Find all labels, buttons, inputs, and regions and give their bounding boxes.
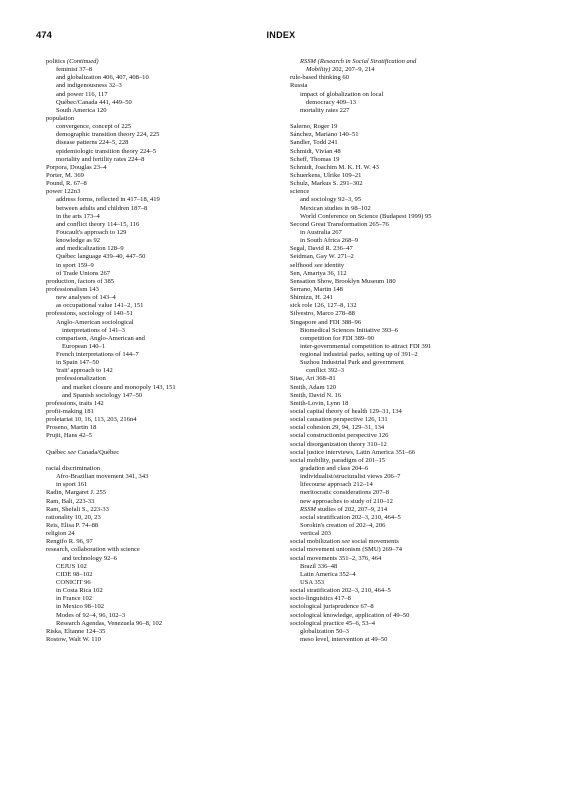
- index-subentry: Research Agendas, Venezuela 96–8, 102: [56, 619, 163, 627]
- index-entry: racial discrimination: [46, 465, 100, 473]
- index-subentry: Suzhou Industrial Park and government: [300, 359, 405, 367]
- index-entry: social movements 351–2, 376, 464: [290, 554, 382, 562]
- index-entry: Segal, David R. 236–47: [290, 245, 353, 253]
- index-entry: professions, sociology of 140–51: [46, 310, 133, 318]
- index-entry: sociological knowledge, application of 49–50: [290, 611, 410, 619]
- index-entry: Québec see Canada/Québec: [46, 448, 120, 456]
- index-entry: selfhood see identity: [290, 261, 345, 269]
- index-subentry: in Costa Rica 102: [56, 587, 103, 595]
- index-entry: Smith, Adam 120: [290, 383, 337, 391]
- index-entry: Schmidt, Vivian 48: [290, 147, 341, 155]
- index-subentry: meritocratic considerations 207–8: [300, 489, 390, 497]
- index-subentry: individualist/structuralist views 206–7: [300, 473, 401, 481]
- index-entry: professions, traits 142: [46, 399, 104, 407]
- index-subentry: Latin America 352–4: [300, 570, 356, 578]
- index-subentry: meso level, intervention at 49–50: [300, 635, 388, 643]
- index-entry: Smith, David N. 16: [290, 391, 342, 399]
- index-entry: Sánchez, Mariano 140–51: [290, 131, 359, 139]
- index-entry: population: [46, 114, 75, 122]
- index-subentry: in Australia 267: [300, 228, 342, 236]
- index-subentry: as occupational value 141–2, 151: [56, 302, 144, 310]
- index-subentry: and globalization 406, 407, 408–10: [56, 74, 149, 82]
- index-entry: professionalism 143: [46, 285, 99, 293]
- index-subentry: professionalization: [56, 375, 106, 383]
- index-column-left: [46, 58, 271, 644]
- index-entry: religion 24: [46, 530, 75, 538]
- index-entry: production, factors of 385: [46, 277, 114, 285]
- index-entry: social causation perspective 126, 131: [290, 416, 388, 424]
- index-entry: Riska, Elianne 124–35: [46, 627, 106, 635]
- index-entry: Sensation Show, Brooklyn Museum 180: [290, 277, 396, 285]
- index-entry: sick role 126, 127–8, 132: [290, 302, 357, 310]
- index-entry: profit-making 181: [46, 408, 94, 416]
- index-entry: Ram, Bali, 223-33: [46, 497, 95, 505]
- index-subentry: mortality rates 227: [300, 106, 350, 114]
- index-subentry: convergence, concept of 225: [56, 123, 132, 131]
- index-entry: Silvestro, Marco 278–88: [290, 310, 355, 318]
- index-subentry: between adults and children 187–8: [56, 204, 148, 212]
- index-entry: social capital theory of health 129–31, 134: [290, 408, 402, 416]
- index-entry: research, collaboration with science: [46, 546, 140, 554]
- index-entry: Singapore and FDI 388–96: [290, 318, 362, 326]
- index-entry: Pound, R. 67–8: [46, 180, 87, 188]
- index-entry: Prujit, Hans 42–5: [46, 432, 93, 440]
- index-entry: Proseno, Martin 18: [46, 424, 97, 432]
- index-subentry: epidemiologic transition theory 224–5: [56, 147, 157, 155]
- index-subentry: and Spanish sociology 147–50: [62, 391, 143, 399]
- index-subentry: new analyses of 143–4: [56, 294, 116, 302]
- index-subentry: RSSM (Research in Social Stratification and: [300, 58, 417, 65]
- index-subentry: CIDE 98–102: [56, 570, 93, 578]
- index-entry: proletariat 10, 16, 113, 203, 216n4: [46, 416, 137, 424]
- index-entry: Scheff, Thomas 19: [290, 155, 340, 163]
- index-subentry: Anglo-American sociological: [56, 318, 134, 326]
- index-subentry: and power 116, 117: [56, 90, 108, 98]
- index-entry: social mobility, paradigm of 201–15: [290, 456, 386, 464]
- index-subentry: vertical 203: [300, 530, 332, 538]
- index-subentry: Modes of 92–4, 96, 102–3: [56, 611, 126, 619]
- index-subentry: Brazil 336–48: [300, 562, 338, 570]
- index-entry: rationality 10, 20, 23: [46, 513, 101, 521]
- index-entry: science: [290, 188, 310, 196]
- index-entry: Shimizu, H. 241: [290, 294, 333, 302]
- index-subentry: Afro-Brazilian movement 341, 343: [56, 473, 149, 481]
- entry-gap: [46, 457, 271, 465]
- index-entry: Sen, Amartya 36, 112: [290, 269, 347, 277]
- index-subentry: regional industrial parks, setting up of 391–2: [300, 351, 418, 359]
- index-column-right: [290, 58, 530, 644]
- index-entry: Schulz, Markus S. 291–302: [290, 180, 363, 188]
- index-subentry: Foucault's approach to 129: [56, 228, 127, 236]
- index-entry: social movement unionism (SMU) 269–74: [290, 546, 403, 554]
- index-subentry: in Spain 147–50: [56, 359, 99, 367]
- index-subentry: and conflict theory 114–15, 116: [56, 220, 140, 228]
- entry-gap: [290, 115, 530, 123]
- index-entry: Salerno, Roger 19: [290, 123, 338, 131]
- index-subentry: French interpretations of 144–7: [56, 351, 139, 359]
- index-subentry: European 140–1: [62, 342, 106, 350]
- index-entry: Ram, Shefali S., 223-33: [46, 505, 109, 513]
- index-entry: politics (Continued): [46, 58, 99, 65]
- index-entry: Second Great Transformation 265–76: [290, 220, 389, 228]
- index-subentry: in Mexico 98–102: [56, 603, 105, 611]
- index-entry: Schuerkens, Ulrike 109–21: [290, 171, 362, 179]
- index-entry: social justice interviews, Latin America 351–66: [290, 448, 416, 456]
- index-subentry: and indigenousness 32–3: [56, 82, 122, 90]
- index-subentry: Biomedical Sciences Initiative 393–6: [300, 326, 398, 334]
- entry-gap: [46, 441, 271, 449]
- index-entry: Schmidt, Joachim M. K. H. W. 43: [290, 163, 379, 171]
- page-header: [36, 30, 526, 44]
- index-subentry: inter-governmental competition to attract FDI 391: [300, 342, 432, 350]
- index-subentry: Mobility) 202, 207–9, 214: [306, 66, 375, 74]
- index-subentry: social stratification 202–3, 210, 464–5: [300, 513, 401, 521]
- index-subentry: lifecourse approach 212–14: [300, 481, 373, 489]
- index-subentry: democracy 409–13: [306, 98, 356, 106]
- index-entry: socio-linguistics 417–8: [290, 595, 351, 603]
- index-entry: Porpora, Douglas 23–4: [46, 163, 107, 171]
- index-subentry: Québec language 439–40, 447–50: [56, 253, 146, 261]
- index-entry: Rostow, Walt W. 110: [46, 635, 101, 643]
- index-subentry: new approaches to study of 210–12: [300, 497, 393, 505]
- index-entry: social stratification 202–3, 210, 464–5: [290, 587, 391, 595]
- index-subentry: in sport 161: [56, 481, 88, 489]
- index-subentry: knowledge as 92: [56, 237, 100, 245]
- index-subentry: Québec/Canada 441, 449–50: [56, 98, 132, 106]
- index-entry: Smith-Lovin, Lynn 18: [290, 399, 349, 407]
- index-subentry: in France 102: [56, 595, 92, 603]
- index-subentry: CEJUS 102: [56, 562, 87, 570]
- index-subentry: globalization 50–3: [300, 627, 349, 635]
- index-subentry: 'trait' approach to 142: [56, 367, 113, 375]
- index-subentry: CONICIT 96: [56, 579, 91, 586]
- index-entry: sociological practice 45–6, 53–4: [290, 619, 376, 627]
- running-head: INDEX: [266, 30, 296, 40]
- index-subentry: comparison, Anglo-American and: [56, 334, 145, 342]
- index-subentry: South America 120: [56, 106, 107, 114]
- index-entry: social disorganization theory 310–12: [290, 440, 387, 448]
- index-subentry: World Conference on Science (Budapest 1999) 95: [300, 212, 432, 220]
- index-entry: Sandler, Todd 241: [290, 139, 338, 147]
- index-subentry: in the arts 173–4: [56, 212, 100, 220]
- index-subentry: disease patterns 224–5, 228: [56, 139, 129, 147]
- index-entry: Serrano, Martin 148: [290, 285, 343, 293]
- index-entry: rule-based thinking 60: [290, 74, 349, 82]
- index-subentry: gradation and class 204–6: [300, 465, 369, 473]
- index-subentry: USA 353: [300, 579, 325, 586]
- index-subentry: RSSM studies of 202, 207–9, 214: [300, 505, 388, 513]
- index-subentry: demographic transition theory 224, 225: [56, 131, 160, 139]
- index-entry: social mobilization see social movements: [290, 538, 399, 546]
- index-subentry: and technology 92–6: [62, 554, 117, 562]
- index-subentry: in South Africa 268–9: [300, 237, 359, 245]
- index-entry: Porter, M. 369: [46, 171, 84, 179]
- index-subentry: conflict 392–3: [306, 367, 344, 375]
- index-subentry: in sport 159–9: [56, 261, 94, 269]
- index-subentry: interpretations of 141–3: [62, 326, 125, 334]
- index-entry: power 122n3: [46, 188, 81, 196]
- index-subentry: address forms, reflected in 417–18, 419: [56, 196, 160, 204]
- index-entry: Seidman, Gay W. 271–2: [290, 253, 354, 261]
- index-subentry: and medicalization 128–9: [56, 245, 124, 253]
- index-entry: Rengifo R. 96, 97: [46, 538, 93, 546]
- index-subentry: mortality and fertility rates 224–8: [56, 155, 145, 163]
- index-subentry: Mexican studies in 98–102: [300, 204, 371, 212]
- index-subentry: and sociology 92–3, 95: [300, 196, 362, 204]
- index-subentry: impact of globalization on local: [300, 90, 384, 98]
- index-entry: Radin, Margaret J. 255: [46, 489, 107, 497]
- index-subentry: feminist 37–8: [56, 66, 93, 74]
- index-entry: sociological jurisprudence 67–8: [290, 603, 374, 611]
- index-subentry: competition for FDI 389–90: [300, 334, 375, 342]
- index-entry: social constructionist perspective 126: [290, 432, 389, 440]
- index-entry: Russia: [290, 82, 308, 90]
- index-subentry: Sorokin's creation of 202–4, 206: [300, 522, 386, 530]
- index-subentry: and market closure and monopoly 143, 151: [62, 383, 176, 391]
- index-subentry: of Trade Unions 267: [56, 269, 111, 277]
- index-entry: Sitas, Ari 368–81: [290, 375, 336, 383]
- index-entry: Reis, Elisa P. 74–88: [46, 522, 99, 530]
- index-entry: social cohesion 29, 94, 129–31, 134: [290, 424, 385, 432]
- page-number: 474: [36, 30, 52, 41]
